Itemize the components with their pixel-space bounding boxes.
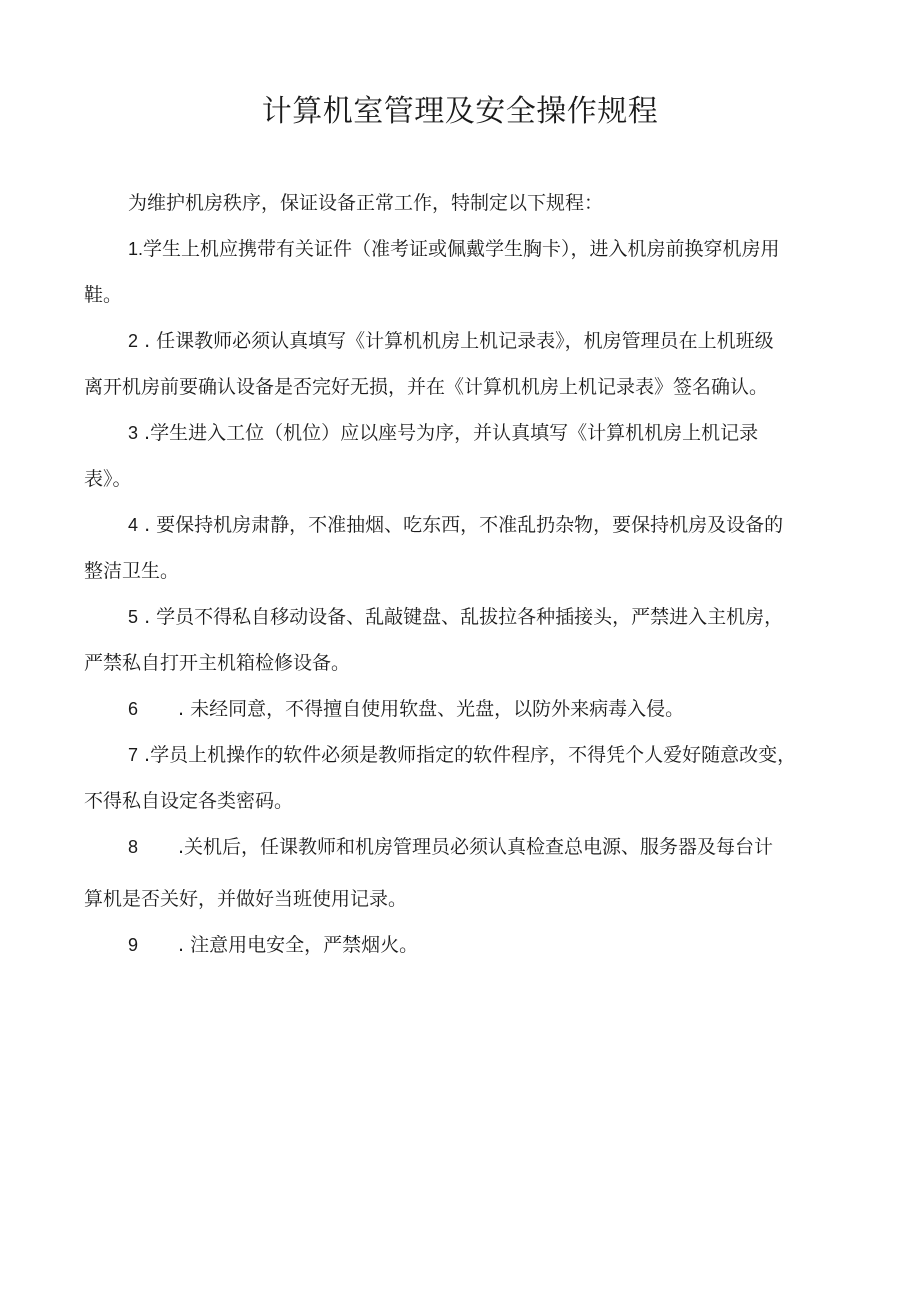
intro-paragraph — [84, 180, 854, 226]
rule-item-6 — [84, 686, 854, 732]
rule-number: 6 — [128, 699, 139, 719]
rule-text-continued: 离开机房前要确认设备是否完好无损，并在《计算机机房上机记录表》签名确认。 — [84, 376, 769, 398]
rule-text: .关机后，任课教师和机房管理员必须认真检查总电源、服务器及每台计 — [178, 836, 774, 858]
rule-text: .学员上机操作的软件必须是教师指定的软件程序，不得凭个人爱好随意改变， — [138, 744, 797, 766]
rule-item-5 — [84, 594, 854, 686]
page-title: 计算机室管理及安全操作规程 — [261, 94, 659, 129]
rule-text: . 任课教师必须认真填写《计算机机房上机记录表》，机房管理员在上机班级 — [144, 330, 774, 352]
intro-text: 为维护机房秩序，保证设备正常工作，特制定以下规程： — [128, 192, 604, 214]
rule-item-2 — [84, 318, 854, 410]
rule-text-continued: 整洁卫生。 — [84, 560, 180, 582]
rule-item-1 — [84, 226, 854, 318]
rule-number: 5 — [128, 607, 139, 627]
rule-text: .学生进入工位（机位）应以座号为序，并认真填写《计算机机房上机记录 — [138, 422, 759, 444]
rule-text: . 学员不得私自移动设备、乱敲键盘、乱拔拉各种插接头，严禁进入主机房， — [144, 606, 784, 628]
rule-text-continued: 严禁私自打开主机箱检修设备。 — [84, 652, 351, 674]
rule-item-8 — [84, 824, 854, 922]
rule-text-continued: 不得私自设定各类密码。 — [84, 790, 294, 812]
rule-text: 学生上机应携带有关证件（准考证或佩戴学生胸卡），进入机房前换穿机房用 — [143, 238, 780, 260]
rule-item-9 — [84, 922, 854, 968]
rule-text: . 要保持机房肃静，不准抽烟、吃东西，不准乱扔杂物，要保持机房及设备的 — [144, 514, 784, 536]
rule-text: . 未经同意，不得擅自使用软盘、光盘，以防外来病毒入侵。 — [178, 698, 685, 720]
rule-number: 3 — [128, 423, 139, 443]
rule-text-continued: 鞋。 — [84, 284, 123, 306]
rule-number: 8 — [128, 837, 139, 857]
rule-number: 1. — [128, 239, 144, 259]
rule-item-4 — [84, 502, 854, 594]
rule-text: . 注意用电安全，严禁烟火。 — [178, 934, 419, 956]
rule-item-7 — [84, 732, 854, 824]
rule-number: 7 — [128, 745, 139, 765]
rule-item-3 — [84, 410, 854, 502]
rule-number: 9 — [128, 935, 139, 955]
rule-number: 2 — [128, 331, 139, 351]
rule-text-continued: 表》。 — [84, 468, 132, 490]
rule-text-continued: 算机是否关好，并做好当班使用记录。 — [84, 888, 408, 910]
rule-number: 4 — [128, 515, 139, 535]
